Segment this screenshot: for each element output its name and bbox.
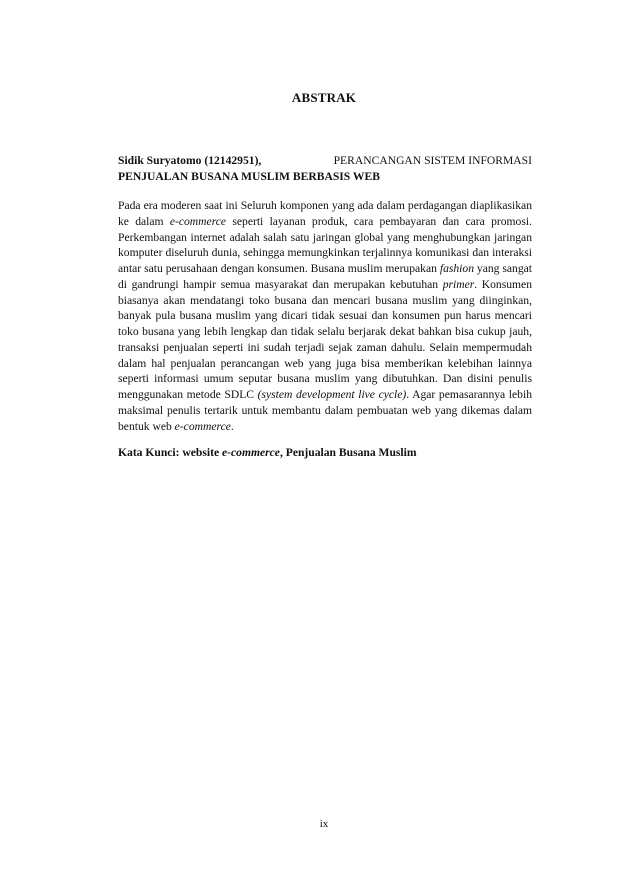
abstract-text-segment: Pada era moderen saat ini Seluruh komponen yang ada dalam perdagangan diaplikasikan ke dalam bbox=[118, 199, 532, 228]
abstract-text-segment: yang sangat di gandrungi hampir semua masyarakat dan merupakan kebutuhan bbox=[118, 262, 533, 291]
abstract-italic-term: primer bbox=[442, 277, 475, 291]
thesis-title-line2: PENJUALAN BUSANA MUSLIM BERBASIS WEB bbox=[118, 170, 380, 183]
keywords-italic: e-commerce bbox=[222, 446, 280, 459]
abstract-italic-term: fashion bbox=[439, 262, 474, 275]
abstract-paragraph bbox=[118, 198, 532, 434]
page-title: ABSTRAK bbox=[291, 90, 357, 105]
abstract-text-segment: . Konsumen biasanya akan mendatangi toko busana dan mencari busana muslim yang diinginkan, banyak pula busana muslim yang dicari tidak sesuai dan konsumen pun harus mencari toko busana yang lebih lengkap dan tidak selalu berjarak dekat bahkan bisa cukup jauh, transaksi penjualan seperti ini sudah terjadi sejak zaman dahulu. Selain mempermudah dalam hal penjualan perancangan web yang juga bisa memberikan kelebihan lainnya seperti informasi umum seputar busana muslim yang dibutuhkan. Dan disini penulis menggunakan metode SDLC bbox=[118, 277, 532, 401]
author-name: Sidik Suryatomo (12142951), bbox=[118, 154, 262, 167]
keywords-label: Kata Kunci: website bbox=[118, 446, 223, 459]
abstract-italic-term: (system development live cycle) bbox=[257, 388, 407, 401]
keywords-rest: , Penjualan Busana Muslim bbox=[279, 446, 417, 459]
thesis-title-line1: PERANCANGAN SISTEM INFORMASI bbox=[333, 154, 532, 167]
abstract-text-segment: seperti layanan produk, cara pembayaran dan cara promosi. Perkembangan internet adalah salah satu jaringan global yang menghubungkan jaringan komputer diseluruh dunia, sehingga memungkinkan terjalinnya komunikasi dan interaksi antar satu perusahaan dengan konsumen. Busana muslim merupakan bbox=[118, 214, 532, 275]
abstract-italic-term: e-commerce bbox=[169, 214, 227, 228]
keywords-line bbox=[118, 446, 532, 459]
abstract-text-segment: . bbox=[230, 419, 234, 433]
page-number: ix bbox=[319, 818, 329, 830]
abstract-italic-term: e-commerce bbox=[174, 419, 231, 433]
author-title-block bbox=[118, 153, 532, 185]
abstract-text-segment: . Agar pemasarannya lebih maksimal penulis tertarik untuk membantu dalam pembuatan web yang dikemas dalam bentuk web bbox=[118, 388, 532, 433]
